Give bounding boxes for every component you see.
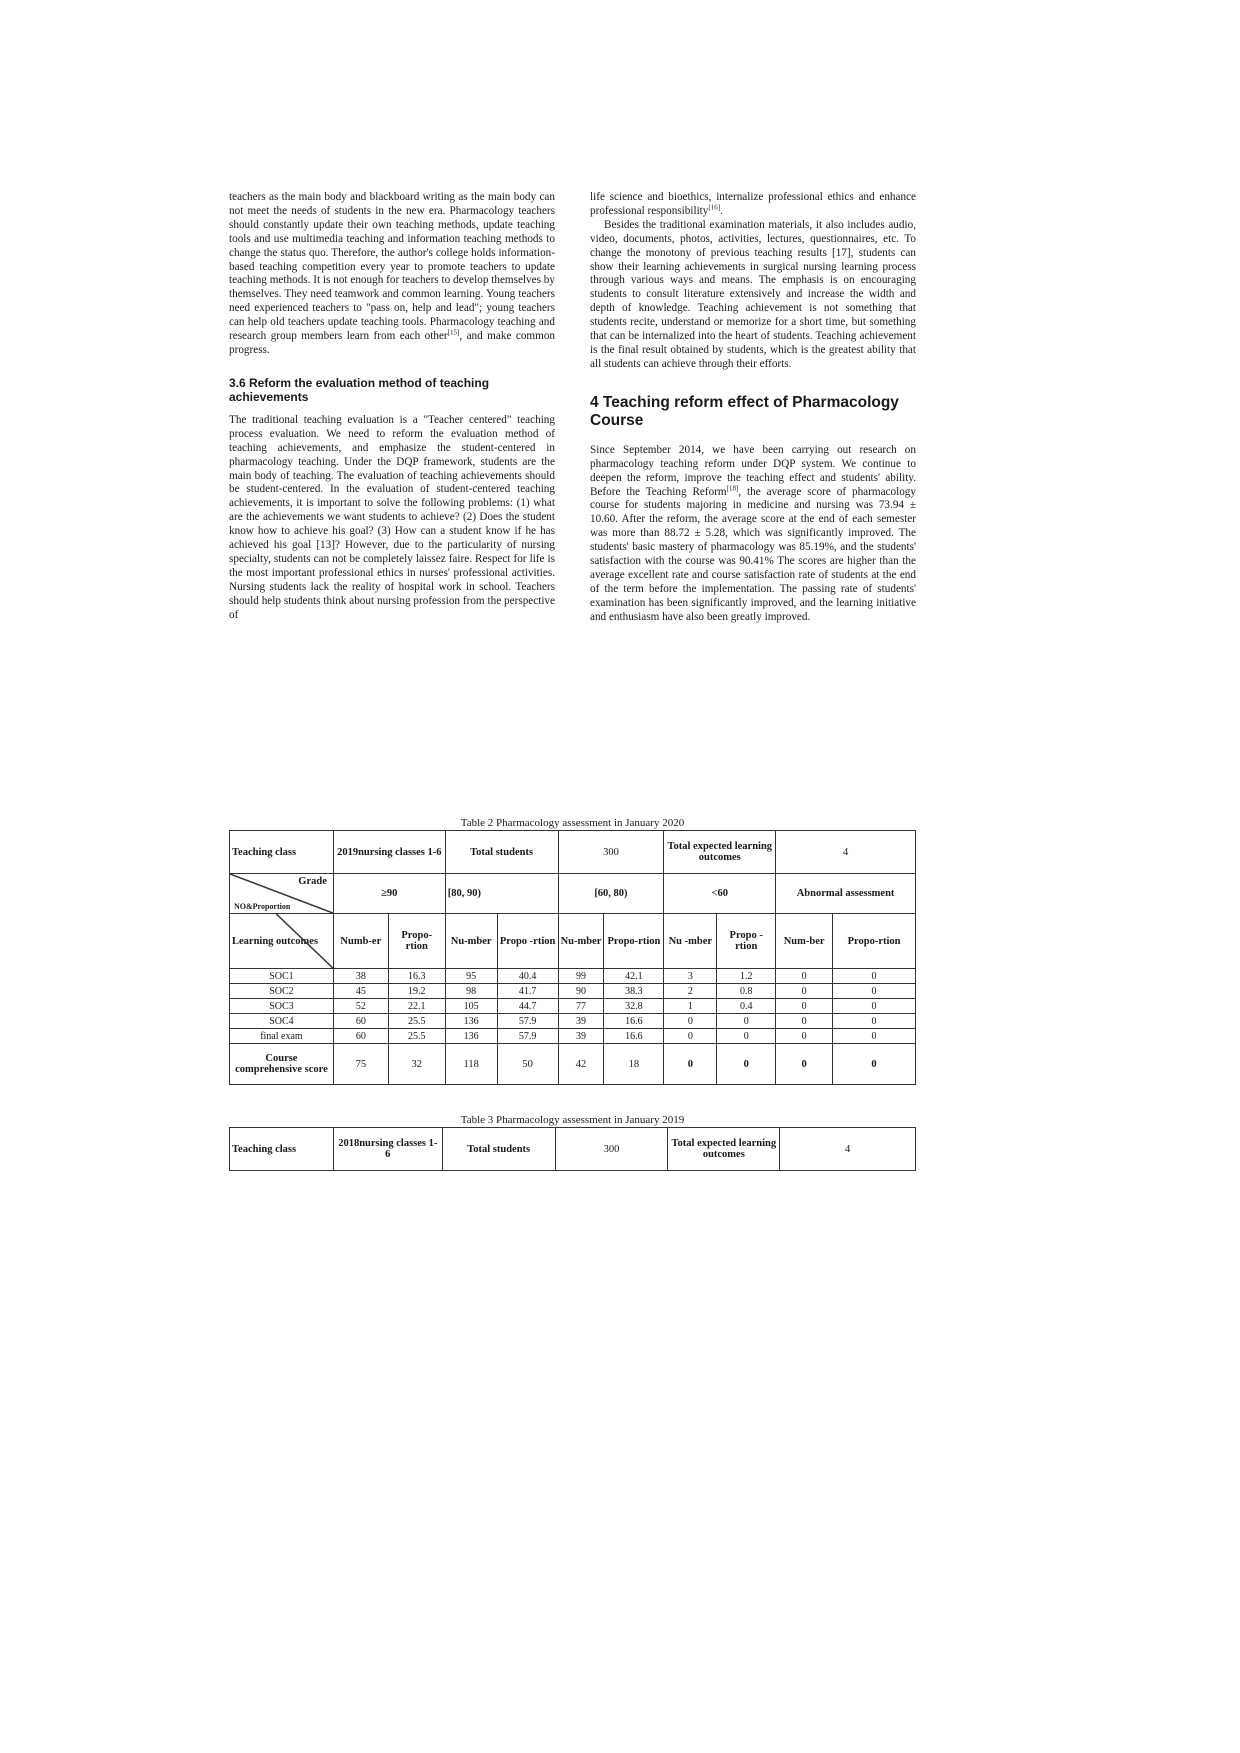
learning-outcomes-cell: Learning outcomes xyxy=(230,914,334,969)
table-cell: 16.6 xyxy=(604,1014,664,1029)
table-row xyxy=(230,984,916,999)
table-cell: 0 xyxy=(776,969,833,984)
table-cell: 44.7 xyxy=(497,999,558,1014)
table-cell: 98 xyxy=(445,984,497,999)
table-2 xyxy=(229,830,916,1085)
table-cell: final exam xyxy=(230,1029,334,1044)
table-cell: SOC2 xyxy=(230,984,334,999)
table-cell: 2 xyxy=(664,984,717,999)
section-heading-4: 4 Teaching reform effect of Pharmacology Course xyxy=(590,393,899,429)
right-paragraph-1: life science and bioethics, internalize professional ethics and enhance professional responsibility[16]. xyxy=(590,191,916,217)
no-proportion-label: NO&Proportion xyxy=(234,902,291,911)
table-cell: 105 xyxy=(445,999,497,1014)
band-90-plus: ≥90 xyxy=(333,874,445,914)
table-cell: 45 xyxy=(333,984,388,999)
table-cell: 50 xyxy=(497,1044,558,1085)
band-80-90: [80, 90) xyxy=(445,874,558,914)
right-paragraph-3: Since September 2014, we have been carrying out research on pharmacology teaching reform under DQP system. We continue to deepen the reform, improve the teaching effect and students' ability. Before the Teaching Reform[18], the average score of pharmacology course for students majoring in medicine and nursing was 73.94 ± 10.60. After the reform, the average score at the end of each semester was more than 88.72 ± 5.28, which was significantly improved. The students' basic mastery of pharmacology was 85.19%, and the students' satisfaction with the course was 90.41% The scores are higher than the average excellent rate and course satisfaction rate of students at the end of the term before the implementation. The passing rate of students' examination has been significantly improved, and the learning initiative and enthusiasm have also been greatly improved. xyxy=(590,443,916,623)
table-cell: 32 xyxy=(388,1044,445,1085)
table-cell: 0 xyxy=(776,1044,833,1085)
table-cell: 0 xyxy=(833,1014,916,1029)
table-2-subheader-row xyxy=(230,914,916,969)
table-row xyxy=(230,969,916,984)
table-cell: 136 xyxy=(445,1029,497,1044)
table-2-caption: Table 2 Pharmacology assessment in January 2020 xyxy=(460,817,685,829)
table-cell: 42 xyxy=(558,1044,604,1085)
table-cell: SOC1 xyxy=(230,969,334,984)
table-cell: 0 xyxy=(776,999,833,1014)
table-cell: 39 xyxy=(558,1029,604,1044)
table-cell: 0 xyxy=(664,1044,717,1085)
table-cell: 41.7 xyxy=(497,984,558,999)
table-cell: 60 xyxy=(333,1029,388,1044)
right-paragraph-2: Besides the traditional examination materials, it also includes audio, video, documents, photos, activities, lectures, questionnaires, etc. To change the monotony of previous teaching results [17], students can show their learning achievements in surgical nursing learning process through various ways and means. The emphasis is on encouraging students to consult literature extensively and increase the width and depth of knowledge. Teaching achievement is not something that students recite, understand or memorize for a short time, but something that can be internalized into the heart of students. Teaching achievement is the final result obtained by students, which is the greatest ability that all students can achieve through their efforts. xyxy=(590,218,916,370)
table-cell: 38.3 xyxy=(604,984,664,999)
table-cell: 0 xyxy=(776,1029,833,1044)
total-students-label: Total students xyxy=(445,831,558,874)
subhead-proportion: Propo -rtion xyxy=(717,914,776,969)
table-cell: Course comprehensive score xyxy=(230,1044,334,1085)
teaching-class-label: Teaching class xyxy=(230,831,334,874)
subhead-number: Numb-er xyxy=(333,914,388,969)
subhead-number: Nu-mber xyxy=(445,914,497,969)
subhead-number: Num-ber xyxy=(776,914,833,969)
table-row xyxy=(230,1029,916,1044)
table-row xyxy=(230,999,916,1014)
table-cell: 1.2 xyxy=(717,969,776,984)
table-cell: 57.9 xyxy=(497,1014,558,1029)
total-outcomes-label: Total expected learning outcomes xyxy=(664,831,776,874)
table-cell: 25.5 xyxy=(388,1014,445,1029)
table-cell: 0 xyxy=(717,1029,776,1044)
left-paragraph-2: The traditional teaching evaluation is a "Teacher centered" teaching process evaluation. We need to reform the evaluation method of teaching achievements, and emphasize the student-centered in pharmacology teaching. Under the DQP framework, students are the main body of teaching. The evaluation of teaching achievements should be student-centered. In the evaluation of student-centered teaching achievements, it is important to solve the following problems: (1) what are the achievements we want students to achieve? (2) Does the student know how to achieve his goal? (3) How can a student know if he has achieved his goal [13]? However, due to the particularity of nursing specialty, students can not be completely laissez faire. Respect for life is the most important professional ethics in nurses' professional activities. Nursing students lack the reality of hospital work in school. Teachers should help students think about nursing profession from the perspective of xyxy=(229,413,555,621)
total-students-value: 300 xyxy=(558,831,664,874)
table-cell: 0 xyxy=(776,984,833,999)
table-3-header-row xyxy=(230,1128,916,1171)
table-cell: 60 xyxy=(333,1014,388,1029)
table-cell: 19.2 xyxy=(388,984,445,999)
table-3 xyxy=(229,1127,916,1171)
table-cell: SOC3 xyxy=(230,999,334,1014)
table-cell: 40.4 xyxy=(497,969,558,984)
table-cell: 95 xyxy=(445,969,497,984)
total-students-label: Total students xyxy=(442,1128,555,1171)
total-outcomes-label: Total expected learning outcomes xyxy=(668,1128,780,1171)
table-cell: 0.8 xyxy=(717,984,776,999)
table-cell: 52 xyxy=(333,999,388,1014)
table-cell: 38 xyxy=(333,969,388,984)
table-cell: 32.8 xyxy=(604,999,664,1014)
teaching-class-label: Teaching class xyxy=(230,1128,334,1171)
table-cell: 90 xyxy=(558,984,604,999)
table-cell: 1 xyxy=(664,999,717,1014)
total-students-value: 300 xyxy=(555,1128,668,1171)
table-cell: 18 xyxy=(604,1044,664,1085)
table-cell: 16.6 xyxy=(604,1029,664,1044)
table-cell: 0 xyxy=(717,1044,776,1085)
right-column xyxy=(590,191,916,625)
subhead-number: Nu-mber xyxy=(558,914,604,969)
left-paragraph-1: teachers as the main body and blackboard writing as the main body can not meet the needs of students in the new era. Pharmacology teachers should constantly update their own teaching methods, update teaching tools and use multimedia teaching and information teaching methods to change the status quo. Therefore, the author's college holds information-based teaching competition every year to promote teachers to update teaching methods. It is not enough for teachers to develop themselves by themselves. They need teamwork and common learning. Young teachers need experienced teachers to "pass on, help and lead"; young teachers can help old teachers update teaching tools. Pharmacology teaching and research group members learn from each other[15], and make common progress. xyxy=(229,191,556,356)
table-cell: 0 xyxy=(833,999,916,1014)
table-3-caption: Table 3 Pharmacology assessment in January 2019 xyxy=(460,1114,685,1126)
table-row xyxy=(230,1014,916,1029)
class-value: 2019nursing classes 1-6 xyxy=(333,831,445,874)
subhead-proportion: Propo-rtion xyxy=(388,914,445,969)
section-heading-3-6: 3.6 Reform the evaluation method of teaching achievements xyxy=(229,375,490,404)
citation-18: [18] xyxy=(726,483,739,492)
band-abnormal: Abnormal assessment xyxy=(776,874,916,914)
total-outcomes-value: 4 xyxy=(776,831,916,874)
diagonal-line xyxy=(230,914,333,968)
table-cell: 16.3 xyxy=(388,969,445,984)
table-cell: 42.1 xyxy=(604,969,664,984)
citation-15: [15] xyxy=(447,328,460,337)
subhead-proportion: Propo-rtion xyxy=(604,914,664,969)
table-cell: 99 xyxy=(558,969,604,984)
table-cell: 3 xyxy=(664,969,717,984)
subhead-number: Nu -mber xyxy=(664,914,717,969)
table-cell: 118 xyxy=(445,1044,497,1085)
citation-16: [16] xyxy=(708,203,721,212)
table-cell: 39 xyxy=(558,1014,604,1029)
table-cell: 57.9 xyxy=(497,1029,558,1044)
table-cell: 0 xyxy=(717,1014,776,1029)
table-cell: 0 xyxy=(776,1014,833,1029)
table-cell: 0.4 xyxy=(717,999,776,1014)
subhead-proportion: Propo-rtion xyxy=(833,914,916,969)
table-2-grade-row xyxy=(230,874,916,914)
table-row xyxy=(230,1044,916,1085)
band-60-80: [60, 80) xyxy=(558,874,664,914)
left-column xyxy=(229,191,555,622)
subhead-proportion: Propo -rtion xyxy=(497,914,558,969)
band-below-60: <60 xyxy=(664,874,776,914)
grade-diagonal-cell xyxy=(230,874,334,914)
table-cell: 77 xyxy=(558,999,604,1014)
table-cell: 0 xyxy=(833,1029,916,1044)
grade-label: Grade xyxy=(298,876,327,887)
table-cell: 0 xyxy=(833,969,916,984)
table-cell: 0 xyxy=(664,1014,717,1029)
total-outcomes-value: 4 xyxy=(780,1128,916,1171)
table-cell: 75 xyxy=(333,1044,388,1085)
class-value: 2018nursing classes 1-6 xyxy=(333,1128,442,1171)
table-cell: 0 xyxy=(833,1044,916,1085)
table-2-header-row xyxy=(230,831,916,874)
table-cell: 22.1 xyxy=(388,999,445,1014)
table-cell: 25.5 xyxy=(388,1029,445,1044)
table-cell: 0 xyxy=(664,1029,717,1044)
table-cell: SOC4 xyxy=(230,1014,334,1029)
table-cell: 136 xyxy=(445,1014,497,1029)
table-cell: 0 xyxy=(833,984,916,999)
